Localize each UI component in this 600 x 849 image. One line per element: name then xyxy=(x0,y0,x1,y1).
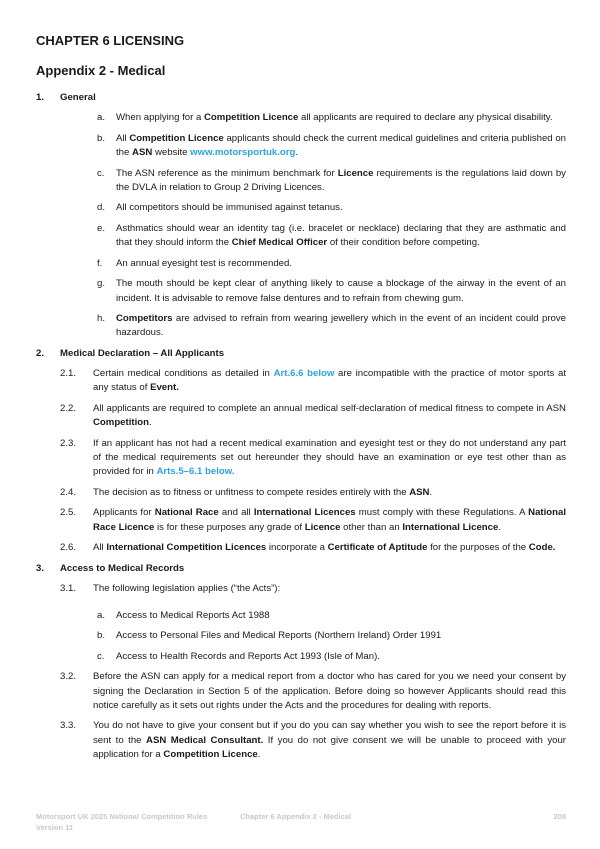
text-segment: must comply with these Regulations. A xyxy=(355,507,529,519)
item-text xyxy=(116,629,566,643)
text-segment: applicants should check the current medical guidelines and criteria published on the xyxy=(116,132,566,158)
list-item xyxy=(36,582,566,596)
item-label: a. xyxy=(97,112,106,124)
list-item xyxy=(36,719,566,762)
item-text xyxy=(93,367,566,395)
item-label: e. xyxy=(97,222,106,234)
footer-doc-title: Motorsport UK 2025 National Competition Rules xyxy=(36,812,208,821)
item-label: h. xyxy=(97,313,106,325)
item-label: 2.1. xyxy=(60,368,77,380)
item-text xyxy=(116,132,566,160)
bold-term: ASN xyxy=(132,147,153,158)
bold-term: Competition Licence xyxy=(163,748,258,760)
list-item xyxy=(36,222,566,250)
bold-term: Code. xyxy=(528,542,556,554)
bold-term: Certificate of Aptitude xyxy=(327,542,428,554)
list-item xyxy=(36,402,566,430)
item-text xyxy=(93,582,566,596)
item-label: c. xyxy=(97,167,105,179)
list-item xyxy=(36,629,566,643)
text-segment: . xyxy=(148,417,152,429)
appendix-title: Appendix 2 - Medical xyxy=(36,63,166,78)
text-segment: The mouth should be kept clear of anything likely to cause a blockage of the airway in the event of an incident. It is advisable to remove false dentures and to refrain from chewing gum. xyxy=(116,278,566,304)
text-segment: All xyxy=(116,132,130,144)
section-heading xyxy=(36,91,566,105)
item-text xyxy=(93,437,566,480)
text-segment: for the purposes of the xyxy=(427,542,529,554)
item-text xyxy=(93,402,566,430)
bold-term: Licence xyxy=(304,521,341,533)
text-segment: . xyxy=(498,521,501,533)
item-label: 2.2. xyxy=(60,402,77,414)
text-segment: Access to Personal Files and Medical Reports (Northern Ireland) Order 1991 xyxy=(116,630,442,642)
text-segment: are incompatible with the practice of motor sports at any status of xyxy=(93,368,566,394)
text-segment: website xyxy=(152,147,191,158)
bold-term: Competition xyxy=(93,417,149,429)
list-item xyxy=(36,277,566,305)
bold-term: ASN xyxy=(409,486,430,498)
item-text xyxy=(93,506,566,534)
text-segment: All applicants are required to complete an annual medical self-declaration of medical fitness to compete in ASN xyxy=(93,402,566,414)
list-item xyxy=(36,167,566,195)
item-text xyxy=(116,277,566,305)
item-label: 2.3. xyxy=(60,437,77,449)
text-segment: . xyxy=(429,486,433,498)
section-number: 2. xyxy=(36,347,45,359)
item-text xyxy=(116,650,566,664)
text-segment: If an applicant has not had a recent medical examination and eyesight test or they do not understand any part of the medical requirements set out hereunder they should have an examination or eye test other than as provided for in xyxy=(93,437,566,478)
bold-term: National Race xyxy=(154,507,219,519)
text-segment: requirements is the regulations laid down by the DVLA in relation to Group 2 Driving Licences. xyxy=(116,167,566,193)
text-segment: If you do not give consent we will be unable to proceed with your application for a xyxy=(93,734,566,760)
list-item xyxy=(36,111,566,125)
list-item xyxy=(36,650,566,664)
list-item xyxy=(36,506,566,534)
item-label: 2.5. xyxy=(60,507,77,519)
text-segment: and all xyxy=(218,507,254,519)
section-1 xyxy=(36,91,566,341)
text-segment: The following legislation applies (“the Acts”): xyxy=(93,582,281,594)
item-label: 2.4. xyxy=(60,486,77,498)
bold-term: International Licence xyxy=(402,521,499,533)
section-title: Access to Medical Records xyxy=(60,562,185,574)
bold-term: Chief Medical Officer xyxy=(231,237,328,249)
text-segment: of their condition before competing. xyxy=(327,237,480,249)
bold-term: International Competition Licences xyxy=(106,542,267,554)
chapter-title: CHAPTER 6 LICENSING xyxy=(36,33,185,48)
item-label: a. xyxy=(97,609,106,621)
bold-term: National Race Licence xyxy=(93,507,566,533)
text-segment: Access to Health Records and Reports Act 1993 (Isle of Man). xyxy=(116,650,380,662)
bold-term: Licence xyxy=(337,167,374,179)
text-segment: Certain medical conditions as detailed in xyxy=(93,368,274,380)
list-item xyxy=(36,367,566,395)
item-text xyxy=(116,609,566,623)
text-segment: When applying for a xyxy=(116,112,204,124)
section-heading xyxy=(36,562,566,576)
text-segment: incorporate a xyxy=(266,542,328,554)
list-item xyxy=(36,312,566,340)
bold-term: Competition Licence xyxy=(204,112,299,124)
section-number: 1. xyxy=(36,92,45,103)
item-text xyxy=(93,719,566,762)
text-segment: . xyxy=(257,748,261,760)
item-label: c. xyxy=(97,650,105,662)
footer-section: Chapter 6 Appendix 2 - Medical xyxy=(240,812,351,821)
bold-term: Event. xyxy=(150,382,179,394)
section-title: General xyxy=(60,92,96,103)
item-text xyxy=(116,167,566,195)
item-text xyxy=(116,111,566,125)
item-text xyxy=(116,222,566,250)
document-body xyxy=(36,91,566,768)
section-2 xyxy=(36,347,566,555)
list-item xyxy=(36,201,566,215)
list-item xyxy=(36,257,566,271)
item-label: 2.6. xyxy=(60,542,77,554)
bold-term: ASN Medical Consultant. xyxy=(146,734,264,746)
bold-term: Competitors xyxy=(116,313,173,325)
text-segment: all applicants are required to declare any physical disability. xyxy=(298,112,553,124)
bold-term: International Licences xyxy=(253,507,356,519)
footer-version: Version 11 xyxy=(36,823,74,832)
section-title: Medical Declaration – All Applicants xyxy=(60,347,225,359)
text-segment: You do not have to give your consent but if you do you can say whether you wish to see the report before it is sent to the xyxy=(93,720,566,746)
item-label: 3.2. xyxy=(60,671,77,683)
list-item xyxy=(36,486,566,500)
text-segment: The decision as to fitness or unfitness to compete resides entirely with the xyxy=(93,486,410,498)
link[interactable]: Arts.5–6.1 below. xyxy=(156,466,235,478)
item-label: g. xyxy=(97,278,106,290)
item-text xyxy=(93,670,566,713)
item-label: b. xyxy=(97,630,106,642)
list-item xyxy=(36,132,566,160)
section-number: 3. xyxy=(36,562,45,574)
text-segment: Before the ASN can apply for a medical report from a doctor who has cared for you we need your consent by signing the Declaration in Section 5 of the application. Before doing so however Applicants should read this notice carefully as it sets out rights under the Acts and the procedures for dealing with reports. xyxy=(93,671,566,711)
text-segment: The ASN reference as the minimum benchmark for xyxy=(116,167,338,179)
item-text xyxy=(116,257,566,271)
list-item xyxy=(36,609,566,623)
text-segment: Applicants for xyxy=(93,507,155,519)
item-label: f. xyxy=(97,257,103,269)
list-item xyxy=(36,541,566,555)
page-number: 208 xyxy=(553,812,566,821)
item-text xyxy=(93,486,566,500)
list-item xyxy=(36,437,566,480)
item-label: 3.1. xyxy=(60,582,77,594)
section-3 xyxy=(36,562,566,762)
text-segment: other than an xyxy=(340,521,403,533)
list-item xyxy=(36,670,566,713)
page-footer xyxy=(36,811,566,833)
item-text xyxy=(116,312,566,340)
text-segment: is for these purposes any grade of xyxy=(154,521,305,533)
text-segment: Access to Medical Reports Act 1988 xyxy=(116,609,270,621)
section-heading xyxy=(36,347,566,361)
item-label: 3.3. xyxy=(60,720,77,732)
text-segment: All xyxy=(93,542,107,554)
link[interactable]: Art.6.6 below xyxy=(273,368,335,380)
text-segment: are advised to refrain from wearing jewellery which in the event of an incident could prove hazardous. xyxy=(116,313,566,339)
item-label: b. xyxy=(97,132,106,144)
text-segment: An annual eyesight test is recommended. xyxy=(116,257,292,269)
item-text xyxy=(93,541,566,555)
item-label: d. xyxy=(97,202,106,214)
text-segment: All competitors should be immunised against tetanus. xyxy=(116,202,343,214)
text-segment: . xyxy=(295,147,299,158)
text-segment: Asthmatics should wear an identity tag (i.e. bracelet or necklace) declaring that they are asthmatic and that they should inform the xyxy=(116,222,566,249)
link[interactable]: www.motorsportuk.org xyxy=(190,147,296,158)
bold-term: Competition Licence xyxy=(129,132,224,144)
item-text xyxy=(116,201,566,215)
